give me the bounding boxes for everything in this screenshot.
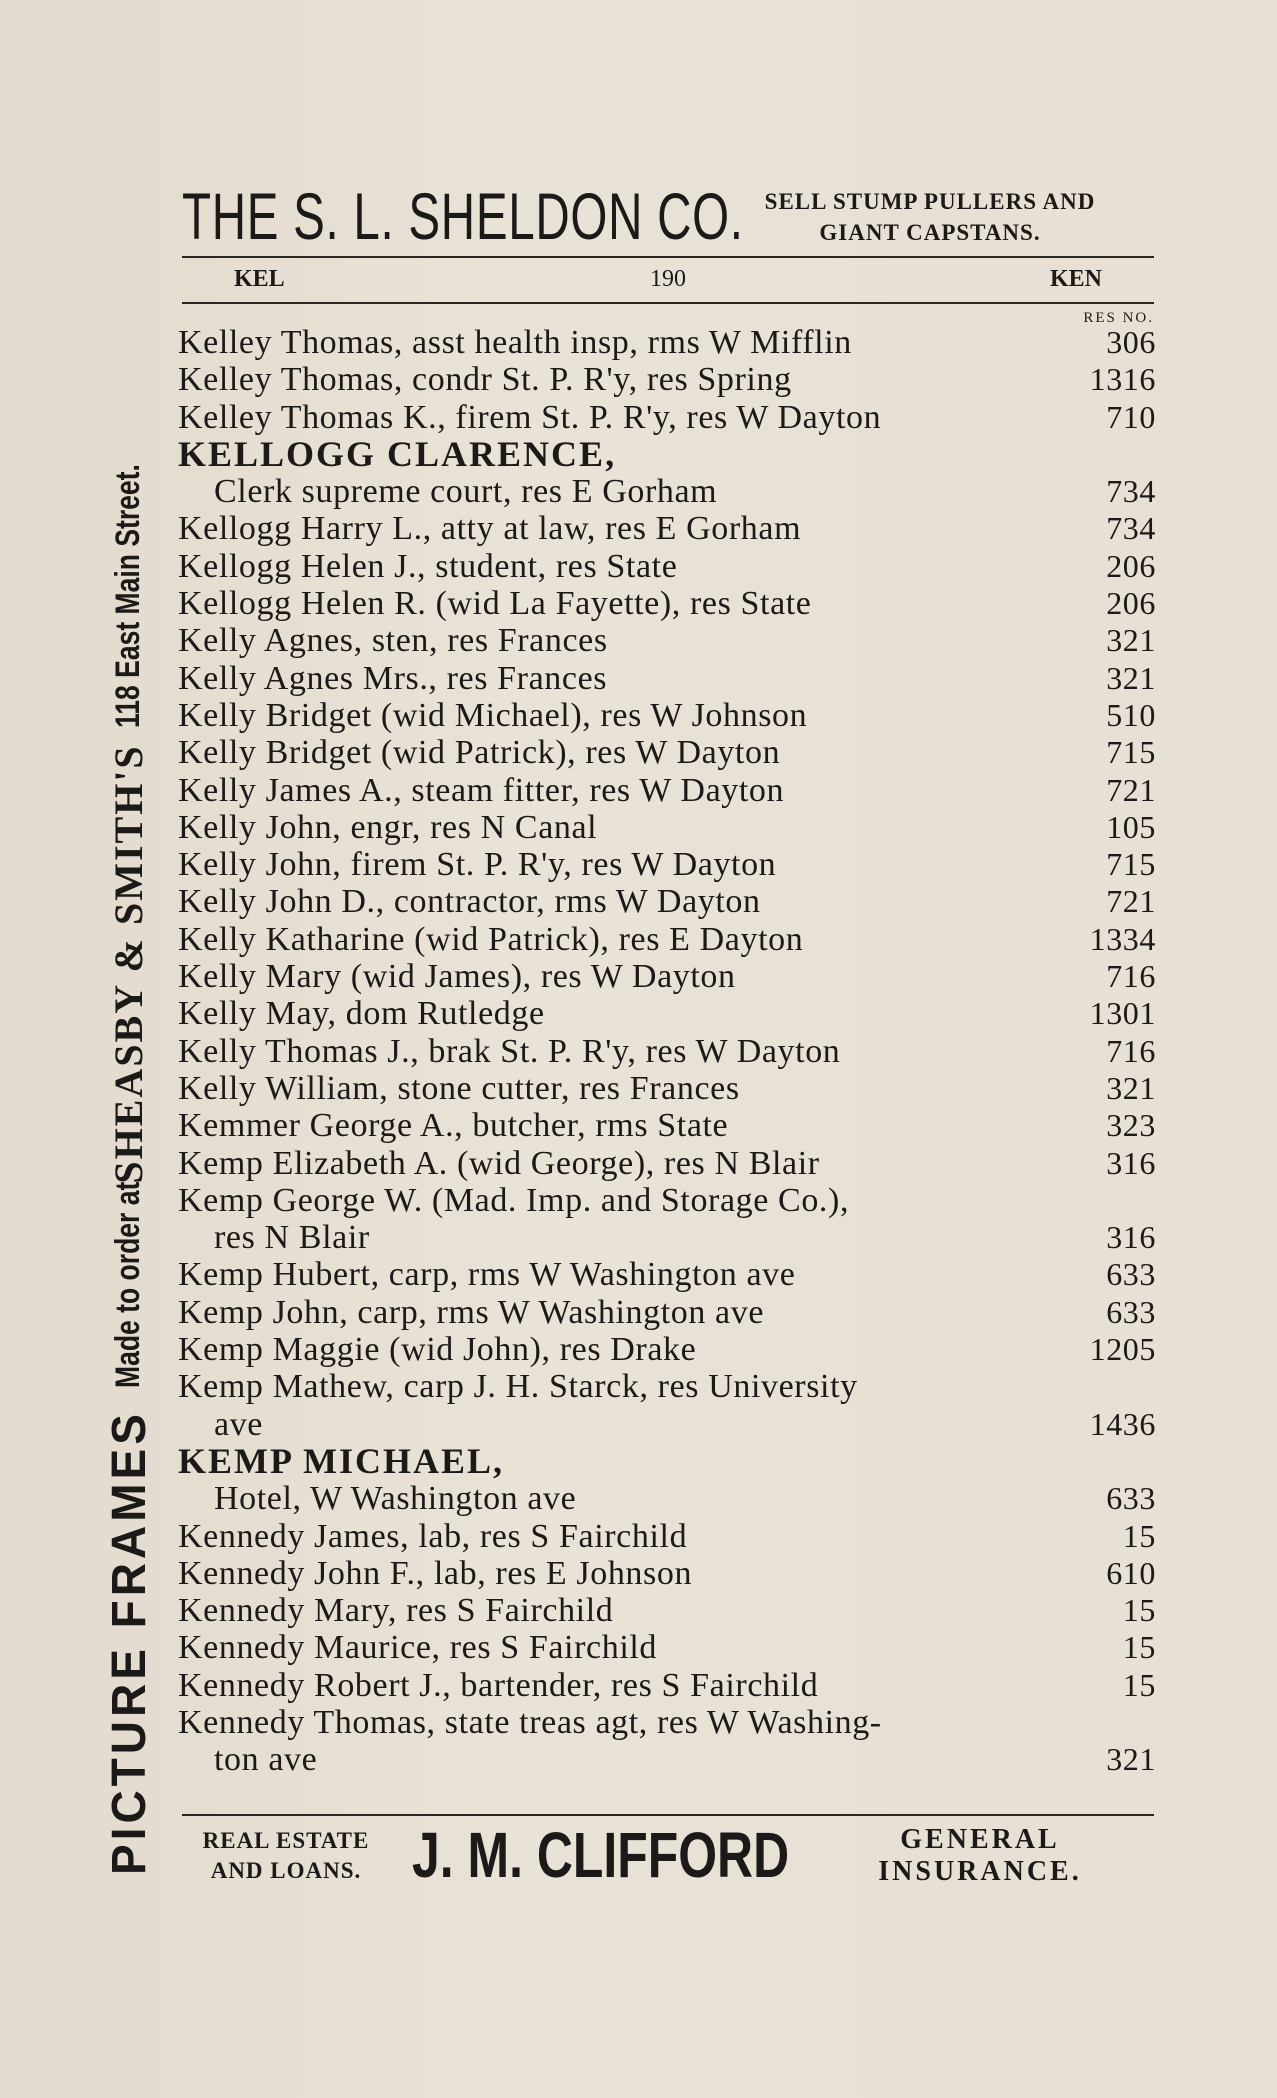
- entry-text: Kellogg Helen R. (wid La Fayette), res State: [178, 585, 812, 623]
- directory-entry: [178, 324, 1156, 361]
- directory-entry: [178, 1440, 1156, 1481]
- entry-residence-number: 15: [1122, 1517, 1156, 1554]
- top-advertisement: [182, 178, 1154, 254]
- entry-text: Kelly John D., contractor, rms W Dayton: [178, 883, 761, 921]
- entry-text: Hotel, W Washington ave: [214, 1480, 577, 1518]
- directory-entry: [178, 1406, 1156, 1443]
- entry-residence-number: 321: [1106, 1741, 1156, 1778]
- directory-entry: [178, 1518, 1156, 1555]
- entry-text: Kennedy Thomas, state treas agt, res W Washing-: [178, 1703, 882, 1741]
- entry-residence-number: 316: [1106, 1219, 1156, 1256]
- entry-residence-number: 716: [1106, 958, 1156, 995]
- directory-entry: [178, 473, 1156, 510]
- entry-text: Kellogg Harry L., atty at law, res E Gorham: [178, 510, 802, 548]
- entry-residence-number: 633: [1106, 1480, 1156, 1517]
- entry-text: Kelley Thomas, asst health insp, rms W Mifflin: [178, 324, 852, 361]
- entry-text: res N Blair: [214, 1219, 370, 1257]
- bottom-ad-left-line2: AND LOANS.: [210, 1858, 362, 1883]
- entry-residence-number: 715: [1106, 734, 1156, 771]
- entry-text: KEMP MICHAEL,: [178, 1440, 505, 1481]
- entry-residence-number: 206: [1106, 547, 1156, 584]
- directory-entry: [178, 1629, 1156, 1666]
- directory-entry: [178, 1667, 1156, 1704]
- directory-entry: [178, 1331, 1156, 1368]
- directory-entry: [178, 1555, 1156, 1592]
- entry-residence-number: 610: [1106, 1554, 1156, 1591]
- top-ad-firm: THE S. L. SHELDON CO.: [182, 179, 744, 253]
- directory-entry: [178, 921, 1156, 958]
- directory-entry: [178, 995, 1156, 1032]
- bottom-ad-left-line1: REAL ESTATE: [202, 1828, 370, 1853]
- running-head-left: KEL: [234, 266, 285, 292]
- entry-text: Kennedy James, lab, res S Fairchild: [178, 1517, 688, 1555]
- directory-entry: [178, 1741, 1156, 1778]
- entry-residence-number: 316: [1106, 1144, 1156, 1181]
- entry-residence-number: 633: [1106, 1256, 1156, 1293]
- entry-text: Kelly Bridget (wid Patrick), res W Dayton: [178, 734, 781, 772]
- entry-residence-number: 721: [1106, 771, 1156, 808]
- entry-residence-number: 1205: [1089, 1331, 1156, 1368]
- entry-residence-number: 734: [1106, 473, 1156, 510]
- directory-entry: [178, 1256, 1156, 1293]
- side-ad-frames: PICTURE FRAMES: [100, 1410, 156, 1875]
- entry-residence-number: 633: [1106, 1293, 1156, 1330]
- entry-text: KELLOGG CLARENCE,: [178, 433, 617, 474]
- entry-residence-number: 323: [1106, 1107, 1156, 1144]
- entry-text: Kelly May, dom Rutledge: [178, 995, 545, 1033]
- bottom-ad-firm: J. M. CLIFFORD: [412, 1819, 790, 1891]
- entry-residence-number: 321: [1106, 622, 1156, 659]
- directory-entry: [178, 958, 1156, 995]
- entry-text: Kennedy John F., lab, res E Johnson: [178, 1554, 693, 1592]
- head-rule: [182, 302, 1154, 304]
- entry-text: Kelly William, stone cutter, res Frances: [178, 1069, 740, 1107]
- entry-text: Kennedy Robert J., bartender, res S Fairchild: [178, 1666, 819, 1704]
- entry-residence-number: 716: [1106, 1032, 1156, 1069]
- directory-entry: [178, 622, 1156, 659]
- entry-residence-number: 105: [1106, 808, 1156, 845]
- directory-entry: [178, 772, 1156, 809]
- column-header: RES NO.: [1083, 310, 1154, 326]
- entry-text: Kemp George W. (Mad. Imp. and Storage Co.),: [178, 1181, 850, 1219]
- side-advertisement: [100, 155, 156, 1875]
- directory-entry: [178, 1107, 1156, 1144]
- entry-residence-number: 15: [1122, 1592, 1156, 1629]
- directory-entry: [178, 734, 1156, 771]
- entry-text: Kemp Elizabeth A. (wid George), res N Blair: [178, 1144, 820, 1182]
- directory-entry: [178, 548, 1156, 585]
- top-ad-slogan-line2: GIANT CAPSTANS.: [819, 220, 1041, 245]
- running-head-right: KEN: [1049, 266, 1102, 292]
- entry-residence-number: 1316: [1089, 361, 1156, 398]
- side-ad-firm: SHEASBY & SMITH'S: [105, 744, 151, 1184]
- bottom-advertisement: [176, 1819, 1156, 1892]
- directory-entry: [178, 883, 1156, 920]
- entry-text: Kemp Hubert, carp, rms W Washington ave: [178, 1256, 796, 1294]
- directory-entry: [178, 1033, 1156, 1070]
- entry-text: Kelly John, engr, res N Canal: [178, 808, 598, 846]
- entry-residence-number: 206: [1106, 585, 1156, 622]
- entry-text: Kelly Thomas J., brak St. P. R'y, res W Dayton: [178, 1032, 841, 1070]
- directory-entry: [178, 433, 1156, 474]
- directory-entry: [178, 1592, 1156, 1629]
- entry-text: Kelly James A., steam fitter, res W Dayton: [178, 771, 785, 809]
- entry-residence-number: 721: [1106, 883, 1156, 920]
- directory-entry: [178, 510, 1156, 547]
- entry-text: Kennedy Maurice, res S Fairchild: [178, 1629, 658, 1667]
- directory-entry: [178, 1480, 1156, 1517]
- directory-entry: [178, 1145, 1156, 1182]
- directory-entry: [178, 1219, 1156, 1256]
- entry-residence-number: 321: [1106, 1069, 1156, 1106]
- entry-list: [178, 324, 1156, 1779]
- top-ad-slogan: [710, 186, 1150, 248]
- top-ad-slogan-line1: SELL STUMP PULLERS AND: [764, 189, 1096, 214]
- entry-text: Kemp Maggie (wid John), res Drake: [178, 1331, 697, 1369]
- bottom-ad-right-line2: INSURANCE.: [878, 1856, 1082, 1887]
- top-rule: [182, 256, 1154, 258]
- running-head: [182, 266, 1154, 296]
- directory-entry: [178, 399, 1156, 436]
- directory-entry: [178, 1070, 1156, 1107]
- bottom-ad-right-line1: GENERAL: [900, 1824, 1060, 1855]
- entry-text: Kelly Katharine (wid Patrick), res E Dayton: [178, 920, 804, 958]
- entry-text: ave: [214, 1405, 263, 1443]
- entry-text: Kelley Thomas, condr St. P. R'y, res Spring: [178, 361, 792, 399]
- directory-entry: [178, 660, 1156, 697]
- entry-text: Kelly Mary (wid James), res W Dayton: [178, 958, 736, 996]
- bottom-rule: [182, 1814, 1154, 1816]
- directory-entry: [178, 1294, 1156, 1331]
- directory-entry: [178, 1368, 1156, 1405]
- entry-residence-number: 510: [1106, 696, 1156, 733]
- entry-text: Kennedy Mary, res S Fairchild: [178, 1592, 614, 1630]
- entry-text: Kelley Thomas K., firem St. P. R'y, res W Dayton: [178, 398, 882, 436]
- entry-residence-number: 715: [1106, 846, 1156, 883]
- entry-residence-number: 1334: [1089, 920, 1156, 957]
- directory-entry: [178, 846, 1156, 883]
- directory-entry: [178, 585, 1156, 622]
- entry-text: Kellogg Helen J., student, res State: [178, 547, 678, 585]
- entry-residence-number: 734: [1106, 510, 1156, 547]
- directory-entry: [178, 361, 1156, 398]
- entry-text: Kemp Mathew, carp J. H. Starck, res University: [178, 1368, 858, 1406]
- entry-text: Kelly John, firem St. P. R'y, res W Dayton: [178, 846, 777, 884]
- entry-text: Kelly Agnes, sten, res Frances: [178, 622, 608, 660]
- directory-entry: [178, 1182, 1156, 1219]
- entry-text: Kelly Bridget (wid Michael), res W Johnson: [178, 696, 808, 734]
- page-number: 190: [650, 266, 686, 292]
- entry-text: Kelly Agnes Mrs., res Frances: [178, 659, 608, 697]
- entry-residence-number: 15: [1122, 1629, 1156, 1666]
- entry-residence-number: 306: [1106, 324, 1156, 360]
- side-ad-made: Made to order at: [108, 1181, 147, 1389]
- entry-residence-number: 15: [1122, 1666, 1156, 1703]
- entry-text: Kemp John, carp, rms W Washington ave: [178, 1293, 765, 1331]
- directory-entry: [178, 809, 1156, 846]
- entry-residence-number: 321: [1106, 659, 1156, 696]
- entry-text: ton ave: [214, 1741, 318, 1779]
- entry-residence-number: 1436: [1089, 1405, 1156, 1442]
- entry-residence-number: 1301: [1089, 995, 1156, 1032]
- entry-residence-number: 710: [1106, 398, 1156, 435]
- bottom-ad-right: [810, 1824, 1150, 1888]
- bottom-ad-left: [176, 1826, 396, 1886]
- directory-entry: [178, 1704, 1156, 1741]
- directory-entry: [178, 697, 1156, 734]
- entry-text: Kemmer George A., butcher, rms State: [178, 1107, 729, 1145]
- side-ad-address: 118 East Main Street.: [108, 464, 147, 729]
- entry-text: Clerk supreme court, res E Gorham: [214, 473, 718, 511]
